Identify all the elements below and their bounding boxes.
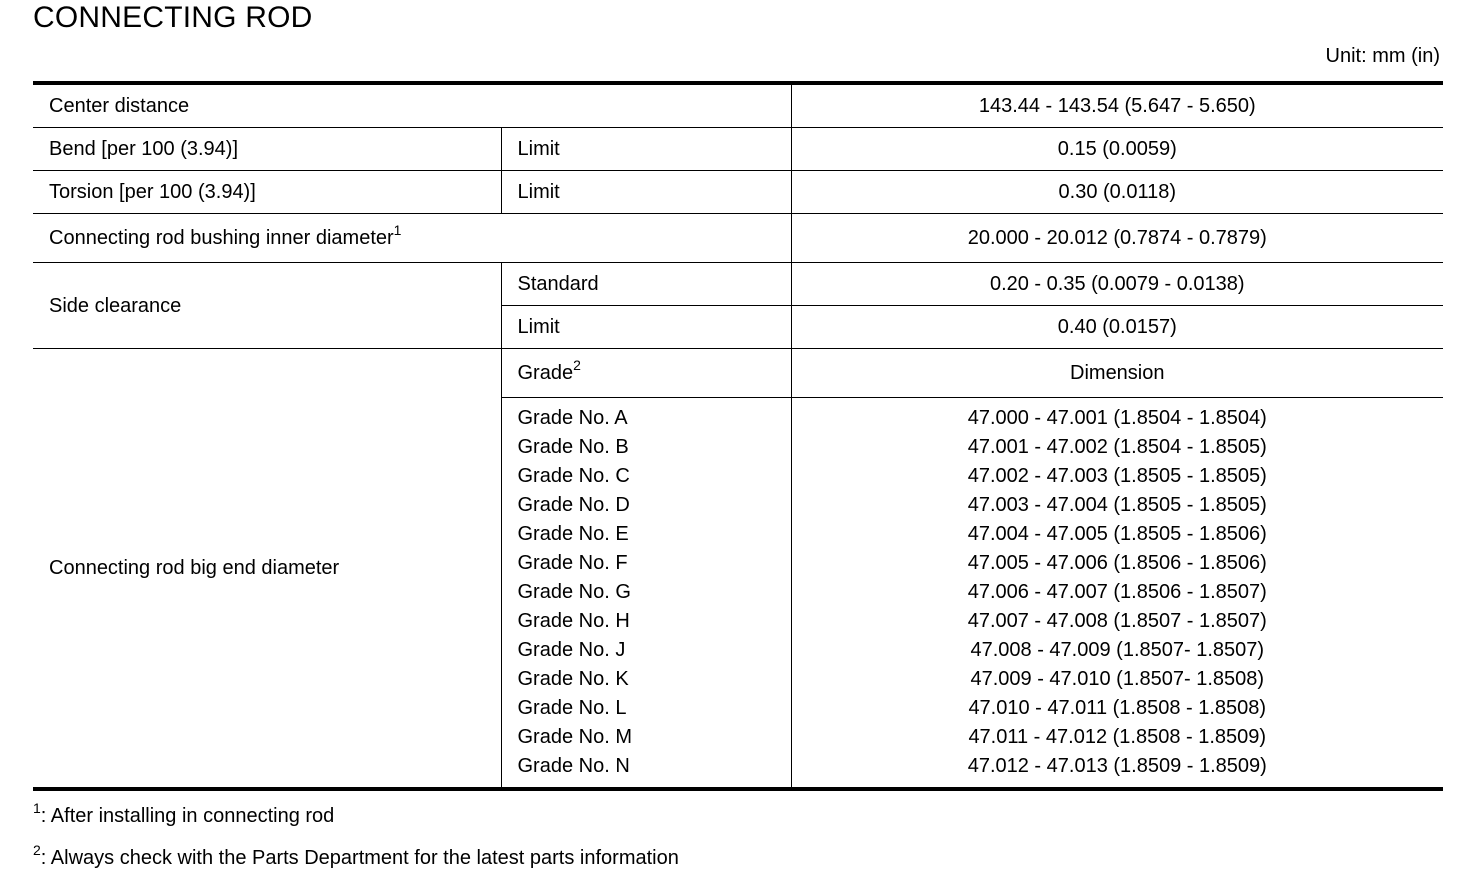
dimension-item: 47.003 - 47.004 (1.8505 - 1.8505) bbox=[967, 494, 1267, 516]
footnote-mark-1: 1 bbox=[393, 222, 402, 238]
grade-item: Grade No. G bbox=[517, 581, 631, 603]
dimension-item: 47.009 - 47.010 (1.8507- 1.8508) bbox=[970, 668, 1265, 690]
footnote-2-mark: 2 bbox=[33, 842, 41, 858]
dimension-item: 47.005 - 47.006 (1.8506 - 1.8506) bbox=[967, 552, 1267, 574]
dimension-item: 47.001 - 47.002 (1.8504 - 1.8505) bbox=[967, 436, 1267, 458]
bushing-cell bbox=[33, 214, 791, 263]
bend-value: 0.15 (0.0059) bbox=[791, 128, 1443, 171]
big-end-label: Connecting rod big end diameter bbox=[49, 557, 340, 579]
grade-item: Grade No. K bbox=[517, 668, 629, 690]
side-clearance-standard-label: Standard bbox=[501, 263, 791, 306]
side-clearance-label: Side clearance bbox=[33, 263, 501, 349]
torsion-value: 0.30 (0.0118) bbox=[791, 171, 1443, 214]
grade-item: Grade No. A bbox=[517, 407, 628, 429]
page-title: CONNECTING ROD bbox=[33, 1, 313, 34]
table-row-side-clearance-standard bbox=[33, 263, 1443, 306]
grade-item: Grade No. F bbox=[517, 552, 628, 574]
grade-item: Grade No. L bbox=[517, 697, 627, 719]
dimension-item: 47.011 - 47.012 (1.8508 - 1.8509) bbox=[968, 726, 1267, 748]
grade-item: Grade No. H bbox=[517, 610, 630, 632]
dimension-header: Dimension bbox=[791, 349, 1443, 398]
table-row-bend bbox=[33, 128, 1443, 171]
grade-item: Grade No. N bbox=[517, 755, 630, 777]
unit-label: Unit: mm (in) bbox=[1325, 45, 1440, 67]
grade-header-cell bbox=[501, 349, 791, 398]
table-row-grade-header bbox=[33, 349, 1443, 398]
dimension-item: 47.004 - 47.005 (1.8505 - 1.8506) bbox=[967, 523, 1267, 545]
spec-table bbox=[33, 81, 1443, 791]
grade-item: Grade No. C bbox=[517, 465, 630, 487]
grade-item: Grade No. E bbox=[517, 523, 629, 545]
grade-item: Grade No. J bbox=[517, 639, 626, 661]
side-clearance-standard-value: 0.20 - 0.35 (0.0079 - 0.0138) bbox=[791, 263, 1443, 306]
table-row-center-distance bbox=[33, 83, 1443, 128]
side-clearance-limit-label: Limit bbox=[501, 306, 791, 349]
dimension-item: 47.007 - 47.008 (1.8507 - 1.8507) bbox=[967, 610, 1267, 632]
center-distance-value: 143.44 - 143.54 (5.647 - 5.650) bbox=[791, 83, 1443, 128]
dimension-item: 47.012 - 47.013 (1.8509 - 1.8509) bbox=[967, 755, 1267, 777]
bend-sub-label: Limit bbox=[501, 128, 791, 171]
dimension-item: 47.000 - 47.001 (1.8504 - 1.8504) bbox=[967, 407, 1267, 429]
grade-item: Grade No. D bbox=[517, 494, 630, 516]
footnote-2-text: : Always check with the Parts Department for the latest parts information bbox=[40, 847, 679, 869]
footnote-1-text: : After installing in connecting rod bbox=[40, 805, 335, 827]
dimension-item: 47.010 - 47.011 (1.8508 - 1.8508) bbox=[968, 697, 1267, 719]
dimension-list bbox=[791, 398, 1443, 790]
footnote-1-mark: 1 bbox=[33, 800, 41, 816]
bend-label: Bend [per 100 (3.94)] bbox=[33, 128, 501, 171]
dimension-item: 47.008 - 47.009 (1.8507- 1.8507) bbox=[970, 639, 1265, 661]
footnote-1 bbox=[33, 798, 679, 840]
table-row-bushing bbox=[33, 214, 1443, 263]
footnotes bbox=[33, 798, 679, 882]
bushing-value: 20.000 - 20.012 (0.7874 - 0.7879) bbox=[791, 214, 1443, 263]
footnote-2 bbox=[33, 840, 679, 882]
table-row-torsion bbox=[33, 171, 1443, 214]
grade-list bbox=[501, 398, 791, 790]
dimension-item: 47.006 - 47.007 (1.8506 - 1.8507) bbox=[967, 581, 1267, 603]
center-distance-label: Center distance bbox=[33, 83, 791, 128]
torsion-sub-label: Limit bbox=[501, 171, 791, 214]
side-clearance-limit-value: 0.40 (0.0157) bbox=[791, 306, 1443, 349]
bushing-label: Connecting rod bushing inner diameter bbox=[49, 227, 394, 249]
dimension-item: 47.002 - 47.003 (1.8505 - 1.8505) bbox=[967, 465, 1267, 487]
footnote-mark-2: 2 bbox=[573, 357, 581, 373]
torsion-label: Torsion [per 100 (3.94)] bbox=[33, 171, 501, 214]
grade-item: Grade No. M bbox=[517, 726, 632, 748]
grade-item: Grade No. B bbox=[517, 436, 629, 458]
grade-header: Grade bbox=[517, 362, 574, 384]
